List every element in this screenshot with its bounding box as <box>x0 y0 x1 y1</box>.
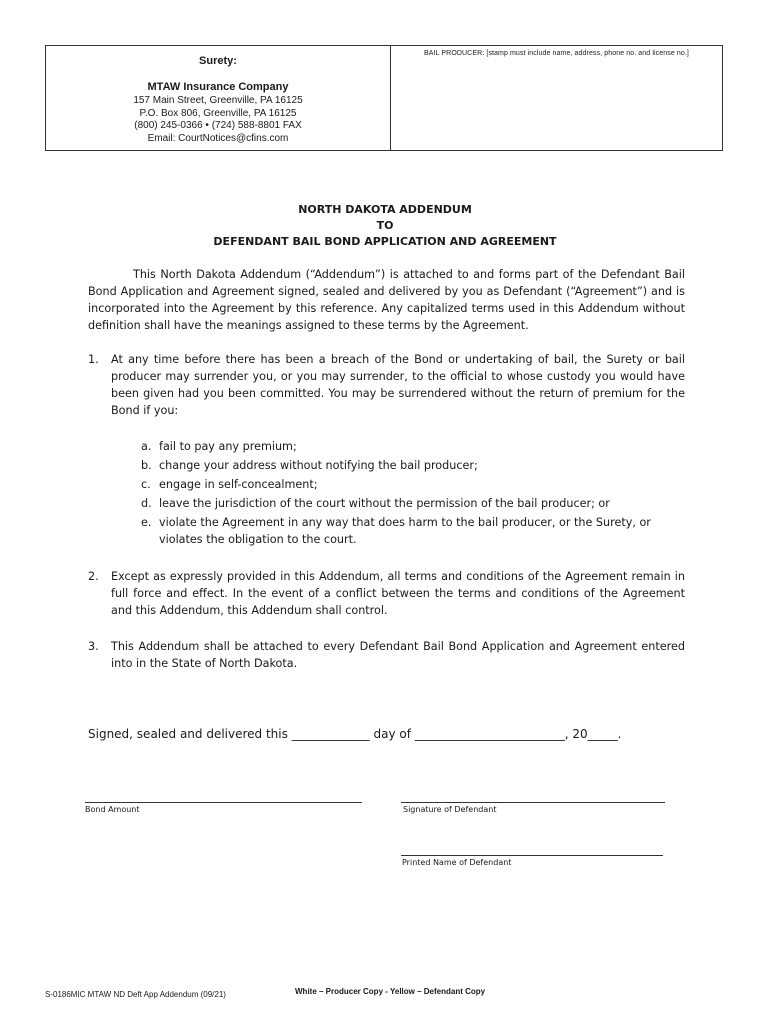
list-item-letter: e. <box>141 516 152 529</box>
surety-email: Email: CourtNotices@cfins.com <box>147 132 289 144</box>
bail-producer-label: BAIL PRODUCER: [stamp must include name, address, phone no. and license no.] <box>424 50 689 57</box>
surrender-conditions-list <box>141 437 686 549</box>
list-item-letter: d. <box>141 497 152 510</box>
numbered-item-1 <box>88 351 685 419</box>
item-number: 3. <box>88 640 99 653</box>
surety-phone: (800) 245-0366 • (724) 588-8801 FAX <box>134 120 302 131</box>
title-line-3: DEFENDANT BAIL BOND APPLICATION AND AGREEMENT <box>213 235 557 248</box>
list-item-text: change your address without notifying the bail producer; <box>159 459 478 472</box>
item-number: 2. <box>88 570 99 583</box>
list-item-letter: a. <box>141 440 152 453</box>
item-text: This Addendum shall be attached to every Defendant Bail Bond Application and Agreement entered into in the State of North Dakota. <box>111 640 685 670</box>
list-item-letter: b. <box>141 459 152 472</box>
surety-label: Surety: <box>199 55 237 67</box>
defendant-signature-label: Signature of Defendant <box>403 805 497 814</box>
surety-cell <box>46 46 391 150</box>
list-item-text: violate the Agreement in any way that does harm to the bail producer, or the Surety, or violates the obligation to the court. <box>159 516 651 546</box>
document-title <box>0 202 770 250</box>
list-item <box>141 494 686 513</box>
item-text: Except as expressly provided in this Addendum, all terms and conditions of the Agreement remain in full force and effect. In the event of a conflict between the terms and conditions of the Agreement and this Addendum, this Addendum shall control. <box>111 570 685 617</box>
list-item <box>141 475 686 494</box>
list-item-text: fail to pay any premium; <box>159 440 297 453</box>
title-line-2: TO <box>376 219 394 232</box>
list-item-text: leave the jurisdiction of the court without the permission of the bail producer; or <box>159 497 610 510</box>
list-item <box>141 437 686 456</box>
signed-date-line[interactable]: Signed, sealed and delivered this _____________ day of _________________________, 20_____. <box>88 727 622 741</box>
header-box <box>45 45 723 151</box>
surety-address-street: 157 Main Street, Greenville, PA 16125 <box>133 95 303 106</box>
defendant-signature-line[interactable] <box>401 802 665 803</box>
item-text: At any time before there has been a breach of the Bond or undertaking of bail, the Surety or bail producer may surrender you, or you may surrender, to the official to whose custody you would have been given had you been committed. You may be surrendered without the return of premium for the Bond if you: <box>111 353 685 417</box>
printed-name-label: Printed Name of Defendant <box>402 858 512 867</box>
intro-paragraph: This North Dakota Addendum (“Addendum”) is attached to and forms part of the Defendant Bail Bond Application and Agreement signed, sealed and delivered by you as Defendant (“Agreement”) and is incorporated into the Agreement by this reference. Any capitalized terms used in this Addendum without definition shall have the meanings assigned to these terms by the Agreement. <box>88 268 685 332</box>
list-item-text: engage in self-concealment; <box>159 478 318 491</box>
surety-address-pobox: P.O. Box 806, Greenville, PA 16125 <box>139 107 297 119</box>
list-item-letter: c. <box>141 478 151 491</box>
numbered-item-3 <box>88 638 685 672</box>
title-line-1: NORTH DAKOTA ADDENDUM <box>298 203 472 216</box>
bail-producer-stamp-area <box>391 46 722 150</box>
list-item <box>141 456 686 475</box>
printed-name-line[interactable] <box>401 855 663 856</box>
item-number: 1. <box>88 353 99 366</box>
numbered-item-2 <box>88 568 685 619</box>
copy-distribution: White – Producer Copy - Yellow – Defendant Copy <box>295 987 486 996</box>
form-id: S-0186MIC MTAW ND Deft App Addendum (09/21) <box>45 990 226 999</box>
bond-amount-line[interactable] <box>85 802 362 803</box>
list-item <box>141 513 686 549</box>
bond-amount-label: Bond Amount <box>85 805 140 814</box>
surety-company: MTAW Insurance Company <box>147 80 289 93</box>
